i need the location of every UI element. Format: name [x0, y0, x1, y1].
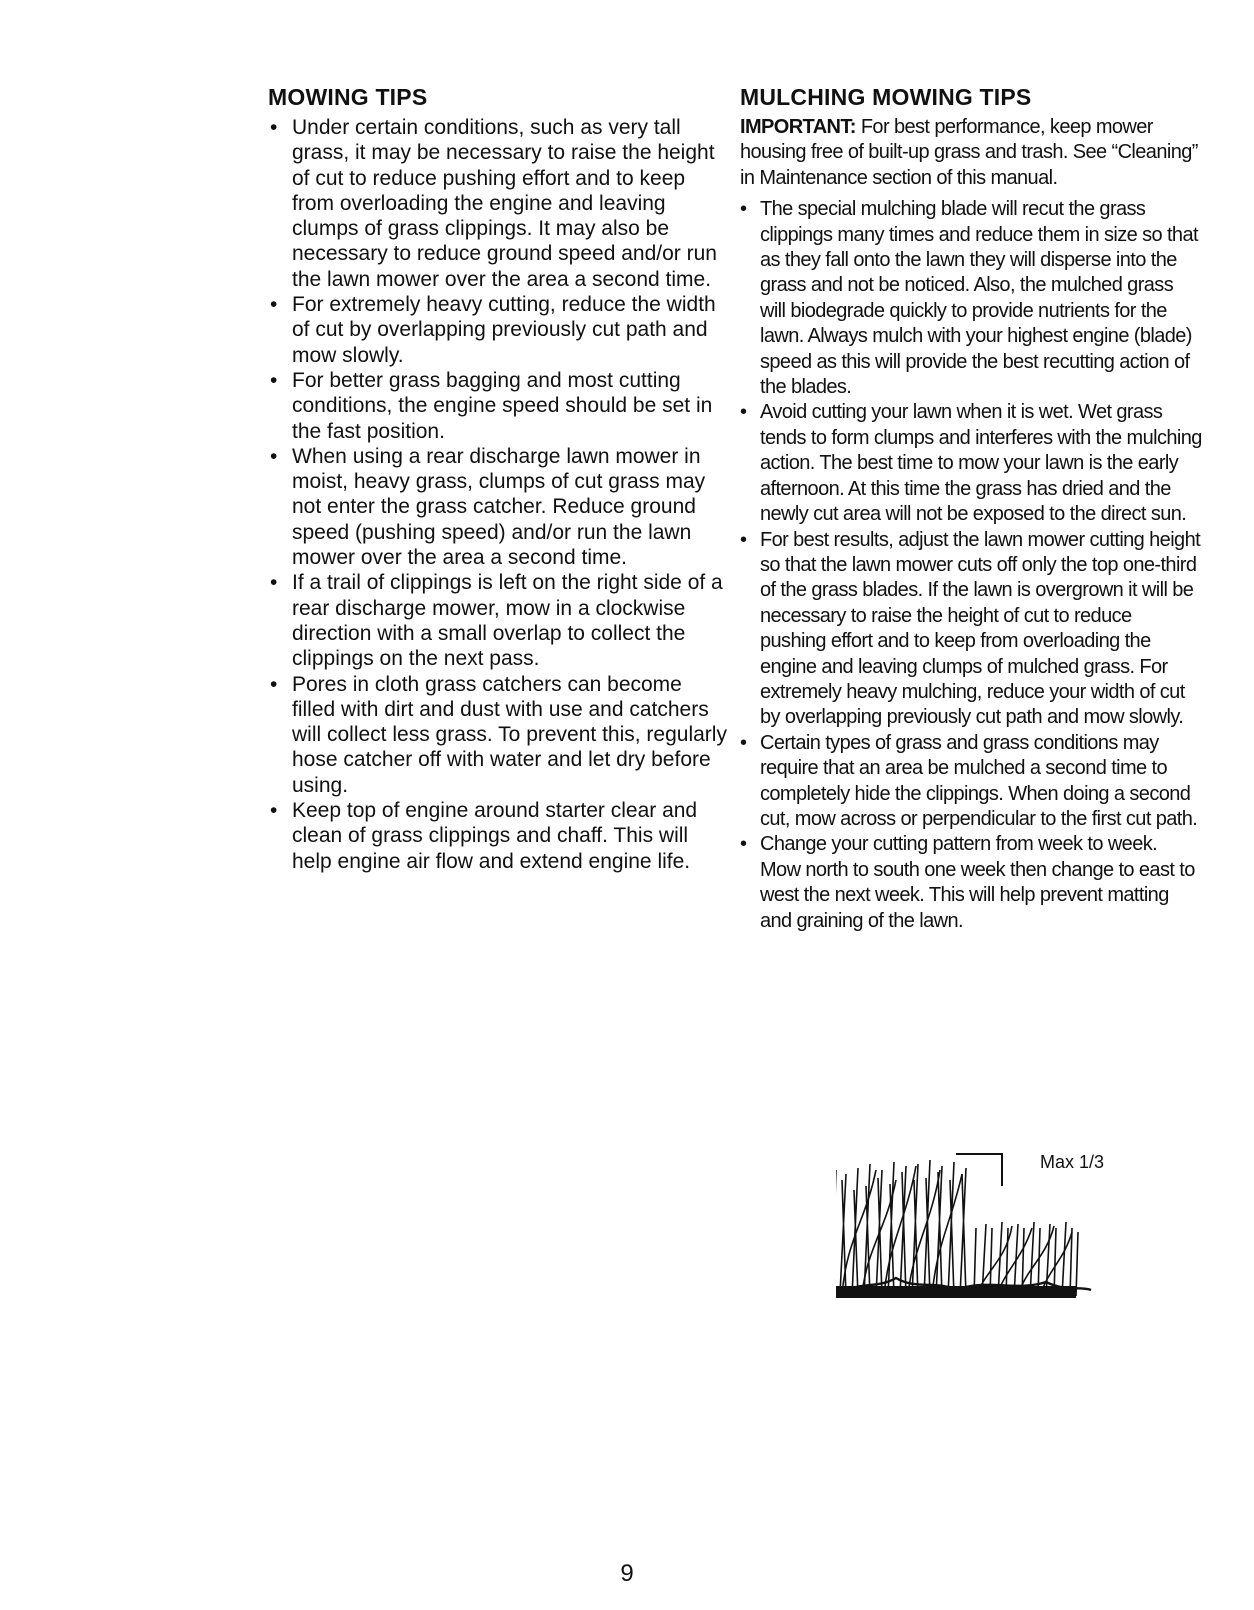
list-item: • If a trail of clippings is left on the right side of a rear discharge mower, mow in a clockwise direction with a small overlap to collect the clippings on the next pass. [270, 571, 723, 671]
max-cut-label: Max 1/3 [1040, 1152, 1105, 1172]
list-item: • When using a rear discharge lawn mower in moist, heavy grass, clumps of cut grass may not enter the grass catcher. Reduce ground speed (pushing speed) and/or run the lawn mower over the area a second time. [270, 444, 706, 570]
bullet-icon: • [270, 444, 278, 468]
list-item: • Under certain conditions, such as very tall grass, it may be necessary to raise the height of cut to reduce pushing effort and to keep from overloading the engine and leaving clumps of grass clippings. It may also be necessary to reduce ground speed and/or run the lawn mower over the area a second time. [270, 116, 717, 291]
list-item: • For best results, adjust the lawn mower cutting height so that the lawn mower cuts off only the top one-third of the grass blades. If the lawn is overgrown it will be necessary to raise the height of cut to reduce pushing effort and to keep from overloading the engine and leaving clumps of mulched grass. For extremely heavy mulching, reduce your width of cut by overlapping previously cut path and mow slowly. [740, 528, 1201, 729]
list-item: • For better grass bagging and most cutting conditions, the engine speed should be set in the fast position. [270, 368, 713, 443]
mulching-tips-title: MULCHING MOWING TIPS [740, 84, 1032, 110]
bullet-icon: • [270, 571, 278, 595]
list-item: • Certain types of grass and grass conditions may require that an area be mulched a second time to completely hide the clippings. When doing a second cut, mow across or perpendicular to the first cut path. [740, 731, 1198, 830]
important-label: IMPORTANT: [740, 116, 856, 138]
list-item: • Keep top of engine around starter clear and clean of grass clippings and chaff. This will help engine air flow and extend engine life. [270, 799, 698, 873]
bullet-icon: • [740, 198, 747, 221]
bullet-icon: • [270, 799, 278, 823]
bullet-icon: • [270, 293, 278, 317]
bullet-icon: • [270, 116, 278, 139]
mulching-tips-list [740, 197, 1202, 934]
list-item: • For extremely heavy cutting, reduce the width of cut by overlapping previously cut path and mow slowly. [270, 293, 716, 367]
bullet-icon: • [740, 731, 747, 754]
bullet-icon: • [740, 833, 747, 856]
bullet-icon: • [270, 368, 278, 392]
mowing-tips-title: MOWING TIPS [268, 84, 428, 110]
list-item: • The special mulching blade will recut the grass clippings many times and reduce them in size so that as they fall onto the lawn they will disperse into the grass and not be noticed. Also, the mulched grass will biodegrade quickly to provide nutrients for the lawn. Always mulch with your highest engine (blade) speed as this will provide the best recutting action of the blades. [740, 198, 1198, 399]
mowing-tips-list [268, 115, 728, 874]
mowing-tips-section [268, 84, 728, 874]
list-item: • Avoid cutting your lawn when it is wet. Wet grass tends to form clumps and interferes with the mulching action. The best time to mow your lawn is the early afternoon. At this time the grass has dried and the newly cut area will not be exposed to the direct sun. [740, 401, 1202, 526]
bullet-icon: • [740, 401, 747, 424]
important-text: For best performance, keep mower housing free of built-up grass and trash. See “Cleaning” in Maintenance section of this manual. [740, 116, 1198, 189]
grass-base-band [836, 1286, 1076, 1298]
bullet-icon: • [270, 672, 278, 696]
bullet-icon: • [740, 528, 747, 551]
mulching-tips-section [740, 84, 1202, 934]
list-item: • Change your cutting pattern from week to week. Mow north to south one week then change to east to west the next week. This will help prevent matting and graining of the lawn. [740, 833, 1195, 932]
list-item: • Pores in cloth grass catchers can become filled with dirt and dust with use and catchers will collect less grass. To prevent this, regularly hose catcher off with water and let dry before using. [270, 672, 727, 797]
important-note [740, 115, 1202, 191]
page-number: 9 [620, 1560, 634, 1587]
